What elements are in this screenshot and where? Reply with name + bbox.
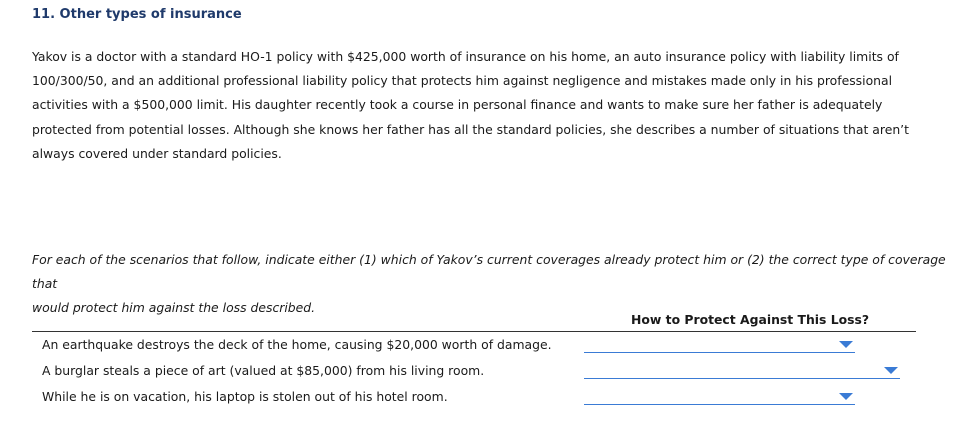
question-title: 11. Other types of insurance	[32, 7, 242, 22]
column-header: How to Protect Against This Loss?	[631, 312, 870, 327]
intro-line: always covered under standard policies.	[32, 145, 282, 161]
intro-line: activities with a $500,000 limit. His daughter recently took a course in personal finance and wants to make sure her father is adequately	[32, 97, 883, 113]
instructions	[32, 248, 952, 321]
question-intro	[32, 45, 932, 166]
scenario-text: An earthquake destroys the deck of the home, causing $20,000 worth of damage.	[42, 337, 552, 352]
scenario-text: While he is on vacation, his laptop is stolen out of his hotel room.	[42, 389, 448, 404]
coverage-dropdown[interactable]	[584, 336, 855, 353]
scenario-text: A burglar steals a piece of art (valued at $85,000) from his living room.	[42, 363, 485, 378]
coverage-dropdown[interactable]	[584, 362, 900, 379]
intro-line: 100/300/50, and an additional professional liability policy that protects him against negligence and mistakes made only in his professional	[32, 73, 893, 89]
instruction-line: For each of the scenarios that follow, indicate either (1) which of Yakov’s current coverages already protect him or (2) the correct type of coverage that	[32, 252, 946, 292]
chevron-down-icon[interactable]	[884, 367, 898, 374]
instruction-line: would protect him against the loss described.	[32, 300, 316, 316]
intro-line: protected from potential losses. Although she knows her father has all the standard policies, she describes a number of situations that aren’t	[32, 121, 909, 137]
header-divider	[32, 331, 916, 332]
chevron-down-icon[interactable]	[839, 341, 853, 348]
coverage-dropdown[interactable]	[584, 388, 855, 405]
chevron-down-icon[interactable]	[839, 393, 853, 400]
intro-line: Yakov is a doctor with a standard HO-1 policy with $425,000 worth of insurance on his home, an auto insurance policy with liability limits of	[32, 49, 899, 64]
